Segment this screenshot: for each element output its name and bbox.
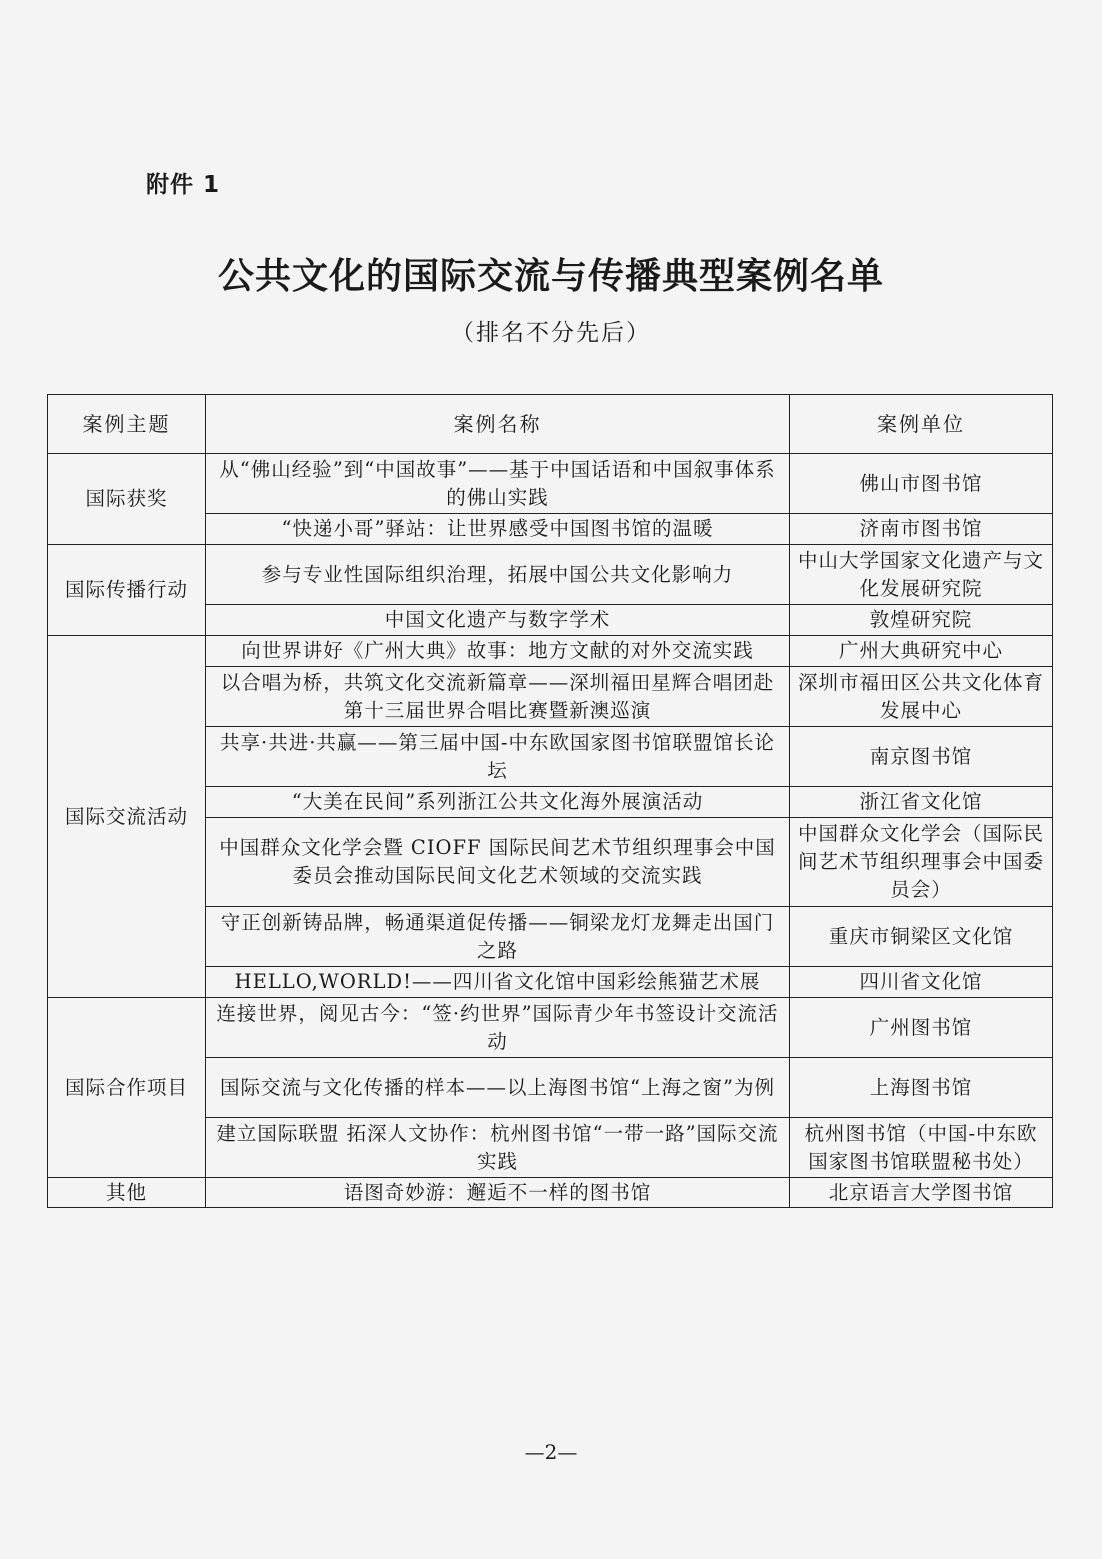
case-name-cell: 中国文化遗产与数字学术 xyxy=(206,605,790,636)
case-name-cell: 连接世界，阅见古今：“签·约世界”国际青少年书签设计交流活动 xyxy=(206,998,790,1058)
case-name-cell: 共享·共进·共赢——第三届中国-中东欧国家图书馆联盟馆长论坛 xyxy=(206,727,790,787)
table-row xyxy=(48,1178,1053,1208)
table-row xyxy=(48,545,1053,605)
case-unit-cell: 佛山市图书馆 xyxy=(790,454,1053,514)
case-unit-cell: 四川省文化馆 xyxy=(790,967,1053,998)
theme-cell: 国际传播行动 xyxy=(48,545,206,636)
case-unit-cell: 南京图书馆 xyxy=(790,727,1053,787)
document-subtitle: （排名不分先后） xyxy=(451,320,651,346)
case-name-cell: 以合唱为桥，共筑文化交流新篇章——深圳福田星辉合唱团赴第十三届世界合唱比赛暨新澳巡演 xyxy=(206,667,790,727)
case-unit-cell: 浙江省文化馆 xyxy=(790,787,1053,818)
header-case-unit: 案例单位 xyxy=(790,395,1053,454)
case-name-cell: 从“佛山经验”到“中国故事”——基于中国话语和中国叙事体系的佛山实践 xyxy=(206,454,790,514)
case-name-cell: 向世界讲好《广州大典》故事：地方文献的对外交流实践 xyxy=(206,636,790,667)
case-name-cell: 语图奇妙游：邂逅不一样的图书馆 xyxy=(206,1178,790,1208)
case-unit-cell: 中国群众文化学会（国际民间艺术节组织理事会中国委员会） xyxy=(790,818,1053,907)
case-name-cell: 建立国际联盟 拓深人文协作：杭州图书馆“一带一路”国际交流实践 xyxy=(206,1118,790,1178)
theme-cell: 其他 xyxy=(48,1178,206,1208)
case-unit-cell: 广州大典研究中心 xyxy=(790,636,1053,667)
case-name-cell: “大美在民间”系列浙江公共文化海外展演活动 xyxy=(206,787,790,818)
table-row xyxy=(48,998,1053,1058)
attachment-label: 附件 1 xyxy=(146,172,221,198)
case-unit-cell: 上海图书馆 xyxy=(790,1058,1053,1118)
case-unit-cell: 北京语言大学图书馆 xyxy=(790,1178,1053,1208)
theme-cell: 国际合作项目 xyxy=(48,998,206,1178)
table-row xyxy=(48,454,1053,514)
case-name-cell: 中国群众文化学会暨 CIOFF 国际民间艺术节组织理事会中国委员会推动国际民间文化艺术领域的交流实践 xyxy=(206,818,790,907)
case-name-cell: “快递小哥”驿站：让世界感受中国图书馆的温暖 xyxy=(206,514,790,545)
case-name-cell: 国际交流与文化传播的样本——以上海图书馆“上海之窗”为例 xyxy=(206,1058,790,1118)
case-unit-cell: 中山大学国家文化遗产与文化发展研究院 xyxy=(790,545,1053,605)
case-unit-cell: 重庆市铜梁区文化馆 xyxy=(790,907,1053,967)
document-title: 公共文化的国际交流与传播典型案例名单 xyxy=(217,255,884,297)
header-theme: 案例主题 xyxy=(48,395,206,454)
theme-cell: 国际交流活动 xyxy=(48,636,206,998)
page-number: —2— xyxy=(524,1440,578,1464)
table-row xyxy=(48,636,1053,667)
case-name-cell: 参与专业性国际组织治理，拓展中国公共文化影响力 xyxy=(206,545,790,605)
case-unit-cell: 敦煌研究院 xyxy=(790,605,1053,636)
theme-cell: 国际获奖 xyxy=(48,454,206,545)
header-case-name: 案例名称 xyxy=(206,395,790,454)
case-table xyxy=(47,394,1053,1208)
case-unit-cell: 杭州图书馆（中国-中东欧国家图书馆联盟秘书处） xyxy=(790,1118,1053,1178)
case-unit-cell: 济南市图书馆 xyxy=(790,514,1053,545)
case-name-cell: 守正创新铸品牌，畅通渠道促传播——铜梁龙灯龙舞走出国门之路 xyxy=(206,907,790,967)
case-name-cell: HELLO,WORLD!——四川省文化馆中国彩绘熊猫艺术展 xyxy=(206,967,790,998)
case-unit-cell: 深圳市福田区公共文化体育发展中心 xyxy=(790,667,1053,727)
case-unit-cell: 广州图书馆 xyxy=(790,998,1053,1058)
table-header-row xyxy=(48,395,1053,454)
